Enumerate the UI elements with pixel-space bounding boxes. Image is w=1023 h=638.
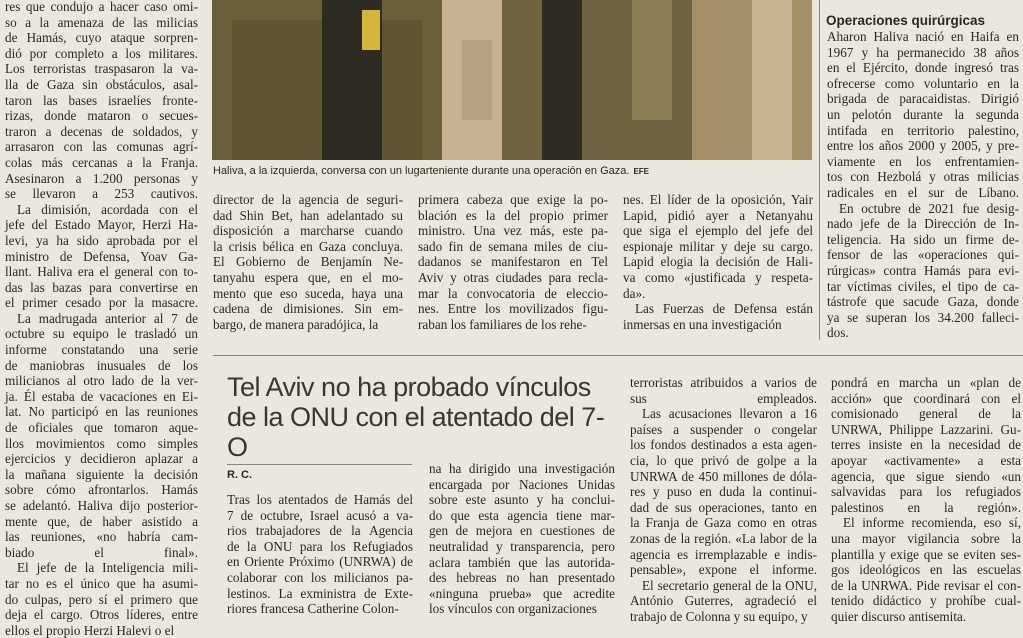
text-line: des hebreas no han presentado bbox=[429, 570, 615, 586]
text-line: UNRWA de 450 millones de dóla- bbox=[630, 468, 817, 484]
text-line: que siga el ejemplo del jefe del bbox=[623, 223, 813, 239]
text-line: taron las bases israelíes fronte- bbox=[5, 92, 198, 108]
text-line: «ninguna prueba» que acredite bbox=[429, 585, 615, 601]
text-line: rios trabajadores de la Agencia bbox=[227, 523, 413, 539]
text-line: milicianos al otro lado de la ver- bbox=[5, 373, 198, 389]
article-column-3 bbox=[418, 192, 608, 332]
text-line: gen de mejora en cuestiones de bbox=[429, 523, 615, 539]
text-line: Las Fuerzas de Defensa están bbox=[635, 301, 813, 317]
text-line: Los terroristas traspasaron la va- bbox=[5, 61, 198, 77]
second-column-a bbox=[227, 492, 413, 616]
text-line: El Gobierno de Benjamín Ne- bbox=[213, 254, 403, 270]
text-line: traron a decenas de soldados, y bbox=[5, 123, 198, 139]
text-line: ejercicios y decidieron aplazar a bbox=[5, 451, 198, 467]
text-line: ministro. Una vez más, este pa- bbox=[418, 223, 608, 239]
section-divider bbox=[213, 355, 1023, 356]
text-line: lla de Gaza sin obstáculos, asal- bbox=[5, 76, 198, 92]
text-line: tos con Hezbolá y otras milicias bbox=[827, 169, 1019, 185]
text-line: intifada en territorio palestino, bbox=[827, 122, 1019, 138]
byline: R. C. bbox=[227, 469, 253, 481]
text-line: países a suspender o congelar bbox=[630, 421, 817, 437]
text-line: UNRWA, Philippe Lazzarini. Gu- bbox=[831, 421, 1021, 437]
article-column-5 bbox=[827, 29, 1019, 339]
text-line: das las bazas para convertirse en bbox=[5, 279, 198, 295]
text-line: dadanos se manifestaron en Tel bbox=[418, 254, 608, 270]
text-line: mente que, de haber asistido a bbox=[5, 513, 198, 529]
text-line: llant. Haliva era el general con to- bbox=[5, 264, 198, 280]
text-line: riores francesa Catherine Colon- bbox=[227, 601, 399, 617]
text-line: un pelotón durante la segunda bbox=[827, 106, 1019, 122]
text-line: biado el final». bbox=[5, 544, 198, 560]
text-line: de Hamás, cuyo ataque sorpren- bbox=[5, 30, 198, 46]
text-line: Las acusaciones llevaron a 16 bbox=[642, 406, 817, 422]
photo-caption bbox=[213, 165, 813, 177]
text-line: rizas, donde mataron o secues- bbox=[5, 108, 198, 124]
text-line: palestinos en la región». bbox=[831, 499, 1021, 515]
text-line: en el Ejército, donde ingresó tras bbox=[827, 60, 1019, 76]
text-line: so a la amenaza de las milicias bbox=[5, 14, 198, 30]
text-line: el primer cesado por la masacre. bbox=[5, 295, 198, 311]
text-line: La madrugada anterior al 7 de bbox=[17, 310, 198, 326]
text-line: deja el cargo. Otros líderes, entre bbox=[5, 607, 198, 623]
text-line: informe constatando una serie bbox=[5, 342, 198, 358]
text-line: de maniobras inusuales de los bbox=[5, 357, 198, 373]
text-line: dad Shin Bet, han adelantado su bbox=[213, 207, 403, 223]
text-line: res y puso en duda la continui- bbox=[630, 484, 817, 500]
text-line: las reuniones, «no habría cam- bbox=[5, 529, 198, 545]
text-line: arrasaron con las comunas agrí- bbox=[5, 139, 198, 155]
text-line: gos ideológicos en las escuelas bbox=[831, 562, 1021, 578]
text-line: acción» que coordinará con el bbox=[831, 390, 1021, 406]
text-line: dos. bbox=[827, 325, 849, 341]
text-line: pensable», expone el informe. bbox=[630, 562, 817, 578]
text-line: jefe del Estado Mayor, Herzi Ha- bbox=[5, 217, 198, 233]
text-line: se llevaron a 253 cautivos. bbox=[5, 186, 198, 202]
text-line: ellos el propio Herzi Halevi o el bbox=[5, 622, 175, 638]
text-line: raban los familiares de los rehe- bbox=[418, 316, 587, 332]
byline-rule bbox=[227, 464, 412, 465]
text-line: una mayor vigilancia sobre la bbox=[831, 530, 1021, 546]
text-line: brigada de paracaidistas. Dirigió bbox=[827, 91, 1019, 107]
text-line: nado jefe de la Dirección de In- bbox=[827, 216, 1019, 232]
text-line: na ha dirigido una investigación bbox=[429, 461, 615, 476]
text-line: Tras los atentados de Hamás del bbox=[227, 492, 413, 507]
text-line: agencia es irremplazable e indis- bbox=[630, 546, 817, 562]
text-line: entre los años 2000 y 2005, y pre- bbox=[827, 138, 1019, 154]
caption-text: Haliva, a la izquierda, conversa con un lugarteniente durante una operación en Gaza. bbox=[213, 165, 630, 177]
text-line: director de la agencia de seguri- bbox=[213, 192, 403, 207]
text-line: ofrecerse como voluntario en la bbox=[827, 75, 1019, 91]
soldiers-photo-illustration bbox=[212, 0, 812, 160]
article-column-1 bbox=[5, 0, 198, 638]
text-line: la Franja de Gaza como en otras bbox=[630, 515, 817, 531]
text-line: do culpas, pero sí el primero que bbox=[5, 591, 198, 607]
text-line: colaborar con los milicianos pa- bbox=[227, 569, 413, 585]
text-line: nes. El líder de la oposición, Yair bbox=[623, 192, 813, 207]
text-line: El jefe de la Inteligencia mili- bbox=[17, 560, 198, 576]
text-line: 1967 y ha permanecido 38 años bbox=[827, 44, 1019, 60]
text-line: neutralidad y transparencia, pero bbox=[429, 538, 615, 554]
subhead-operaciones: Operaciones quirúrgicas bbox=[826, 13, 986, 28]
text-line: do que esta agencia tiene mar- bbox=[429, 507, 615, 523]
news-photo bbox=[212, 0, 812, 160]
text-line: zonas de la región. «La labor de la bbox=[630, 530, 817, 546]
text-line: rúrgicas» contra Hamás para evi- bbox=[827, 262, 1019, 278]
text-line: disposición a marcharse cuando bbox=[213, 223, 403, 239]
text-line: blación es la del propio primer bbox=[418, 207, 608, 223]
text-line: lestinos. La exministra de Exte- bbox=[227, 585, 413, 601]
text-line: quier discurso antisemita. bbox=[831, 608, 967, 624]
text-line: Lapid elogia la decisión de Hali- bbox=[623, 254, 813, 270]
text-line: salvavidas para los refugiados bbox=[831, 484, 1021, 500]
text-line: fensor de las «operaciones qui- bbox=[827, 247, 1019, 263]
text-line: cadena de dimisiones. Sin em- bbox=[213, 301, 403, 317]
text-line: aclara también que las autorida- bbox=[429, 554, 615, 570]
text-line: tanyahu espera que, en el mo- bbox=[213, 269, 403, 285]
text-line: El secretario general de la ONU, bbox=[642, 577, 817, 593]
text-line: los vínculos con organizaciones bbox=[429, 601, 597, 617]
text-line: sobre este asunto y ha conclui- bbox=[429, 492, 615, 508]
text-line: radicales en el sur de Líbano. bbox=[827, 184, 1019, 200]
article-column-2 bbox=[213, 192, 403, 332]
text-line: tar no es el único que ha asumi- bbox=[5, 575, 198, 591]
second-column-b bbox=[429, 461, 615, 616]
text-line: los fondos destinados a esta agen- bbox=[630, 437, 817, 453]
text-line: ya se superan los 34.200 falleci- bbox=[827, 309, 1019, 325]
text-line: sobre cómo afrontarlos. Hamás bbox=[5, 482, 198, 498]
text-line: de la ONU para los Refugiados bbox=[227, 538, 413, 554]
text-line: dad de sus operaciones, tanto en bbox=[630, 499, 817, 515]
text-line: El informe recomienda, eso sí, bbox=[843, 515, 1021, 531]
text-line: La dimisión, acordada con el bbox=[17, 201, 198, 217]
text-line: António Guterres, agradeció el bbox=[630, 593, 817, 609]
second-column-d bbox=[831, 375, 1021, 624]
text-line: apoyar «activamente» a esta bbox=[831, 452, 1021, 468]
text-line: sus empleados. bbox=[630, 390, 817, 406]
text-line: viamente en los enfrentamien- bbox=[827, 153, 1019, 169]
text-line: lat. No participó en las reuniones bbox=[5, 404, 198, 420]
column-rule bbox=[819, 0, 820, 340]
text-line: 7 de octubre, Israel acusó a va- bbox=[227, 507, 413, 523]
text-line: nes. Entre los movilizados figu- bbox=[418, 301, 608, 317]
text-line: tar víctimas civiles, el tipo de ca- bbox=[827, 278, 1019, 294]
text-line: va como «justificada y respeta- bbox=[623, 269, 813, 285]
second-column-c bbox=[630, 375, 817, 624]
text-line: mar la convocatoria de eleccio- bbox=[418, 285, 608, 301]
text-line: terroristas atribuidos a varios de bbox=[630, 375, 817, 390]
text-line: Aviv y otras ciudades para recla- bbox=[418, 269, 608, 285]
article-column-4 bbox=[623, 192, 813, 332]
text-line: bargo, de manera paradójica, la bbox=[213, 316, 379, 332]
text-line: Aharon Haliva nació en Haifa en bbox=[827, 29, 1019, 44]
text-line: tástrofe que sacude Gaza, donde bbox=[827, 294, 1019, 310]
text-line: la crisis bélica en Gaza concluya. bbox=[213, 238, 403, 254]
text-line: terres insiste en la necesidad de bbox=[831, 437, 1021, 453]
text-line: de la UNRWA. Pide revisar el con- bbox=[831, 577, 1021, 593]
text-line: plantilla y exige que se eviten ses- bbox=[831, 546, 1021, 562]
text-line: colas más cercanas a la Franja. bbox=[5, 154, 198, 170]
text-line: comisionado general de la bbox=[831, 406, 1021, 422]
second-headline: Tel Aviv no ha probado vínculos de la ONU con el atentado del 7-O bbox=[227, 372, 605, 462]
text-line: dió por completo a los militares. bbox=[5, 45, 198, 61]
text-line: primera cabeza que exige la po- bbox=[418, 192, 608, 207]
text-line: tenido didáctico y prohíbe cual- bbox=[831, 593, 1021, 609]
text-line: espionaje militar y deje su cargo. bbox=[623, 238, 813, 254]
text-line: trabajo de Colonna y su equipo, y bbox=[630, 608, 808, 624]
text-line: sado fin de semana miles de ciu- bbox=[418, 238, 608, 254]
text-line: encargada por Naciones Unidas bbox=[429, 476, 615, 492]
text-line: llos movimientos como simples bbox=[5, 435, 198, 451]
text-line: se adelantó. Haliva dijo posterior- bbox=[5, 498, 198, 513]
text-line: inmersas en una investigación bbox=[623, 316, 782, 332]
text-line: octubre su equipo le trasladó un bbox=[5, 326, 198, 342]
text-line: ministro de Defensa, Yoav Ga- bbox=[5, 248, 198, 264]
text-line: de oficiales que tomaron aque- bbox=[5, 420, 198, 436]
photo-credit: EFE bbox=[633, 167, 649, 176]
text-line: Lapid, pidió ayer a Netanyahu bbox=[623, 207, 813, 223]
text-line: en Oriente Próximo (UNRWA) de bbox=[227, 554, 413, 570]
text-line: Asesinaron a 1.200 personas y bbox=[5, 170, 198, 186]
text-line: En octubre de 2021 fue desig- bbox=[839, 200, 1019, 216]
text-line: mento que eso suceda, haya una bbox=[213, 285, 403, 301]
text-line: teligencia. Ha sido un firme de- bbox=[827, 231, 1019, 247]
text-line: res que condujo a hacer caso omi- bbox=[5, 0, 198, 14]
text-line: levi, ya ha sido aprobada por el bbox=[5, 232, 198, 248]
text-line: cia, lo que privó de golpe a la bbox=[630, 452, 817, 468]
text-line: pondrá en marcha un «plan de bbox=[831, 375, 1021, 390]
text-line: la mañana siguiente la decisión bbox=[5, 466, 198, 482]
text-line: agencia, que sigue siendo «un bbox=[831, 468, 1021, 484]
text-line: da». bbox=[623, 285, 646, 301]
text-line: ja. Él estaba de vacaciones en Ei- bbox=[5, 388, 198, 404]
